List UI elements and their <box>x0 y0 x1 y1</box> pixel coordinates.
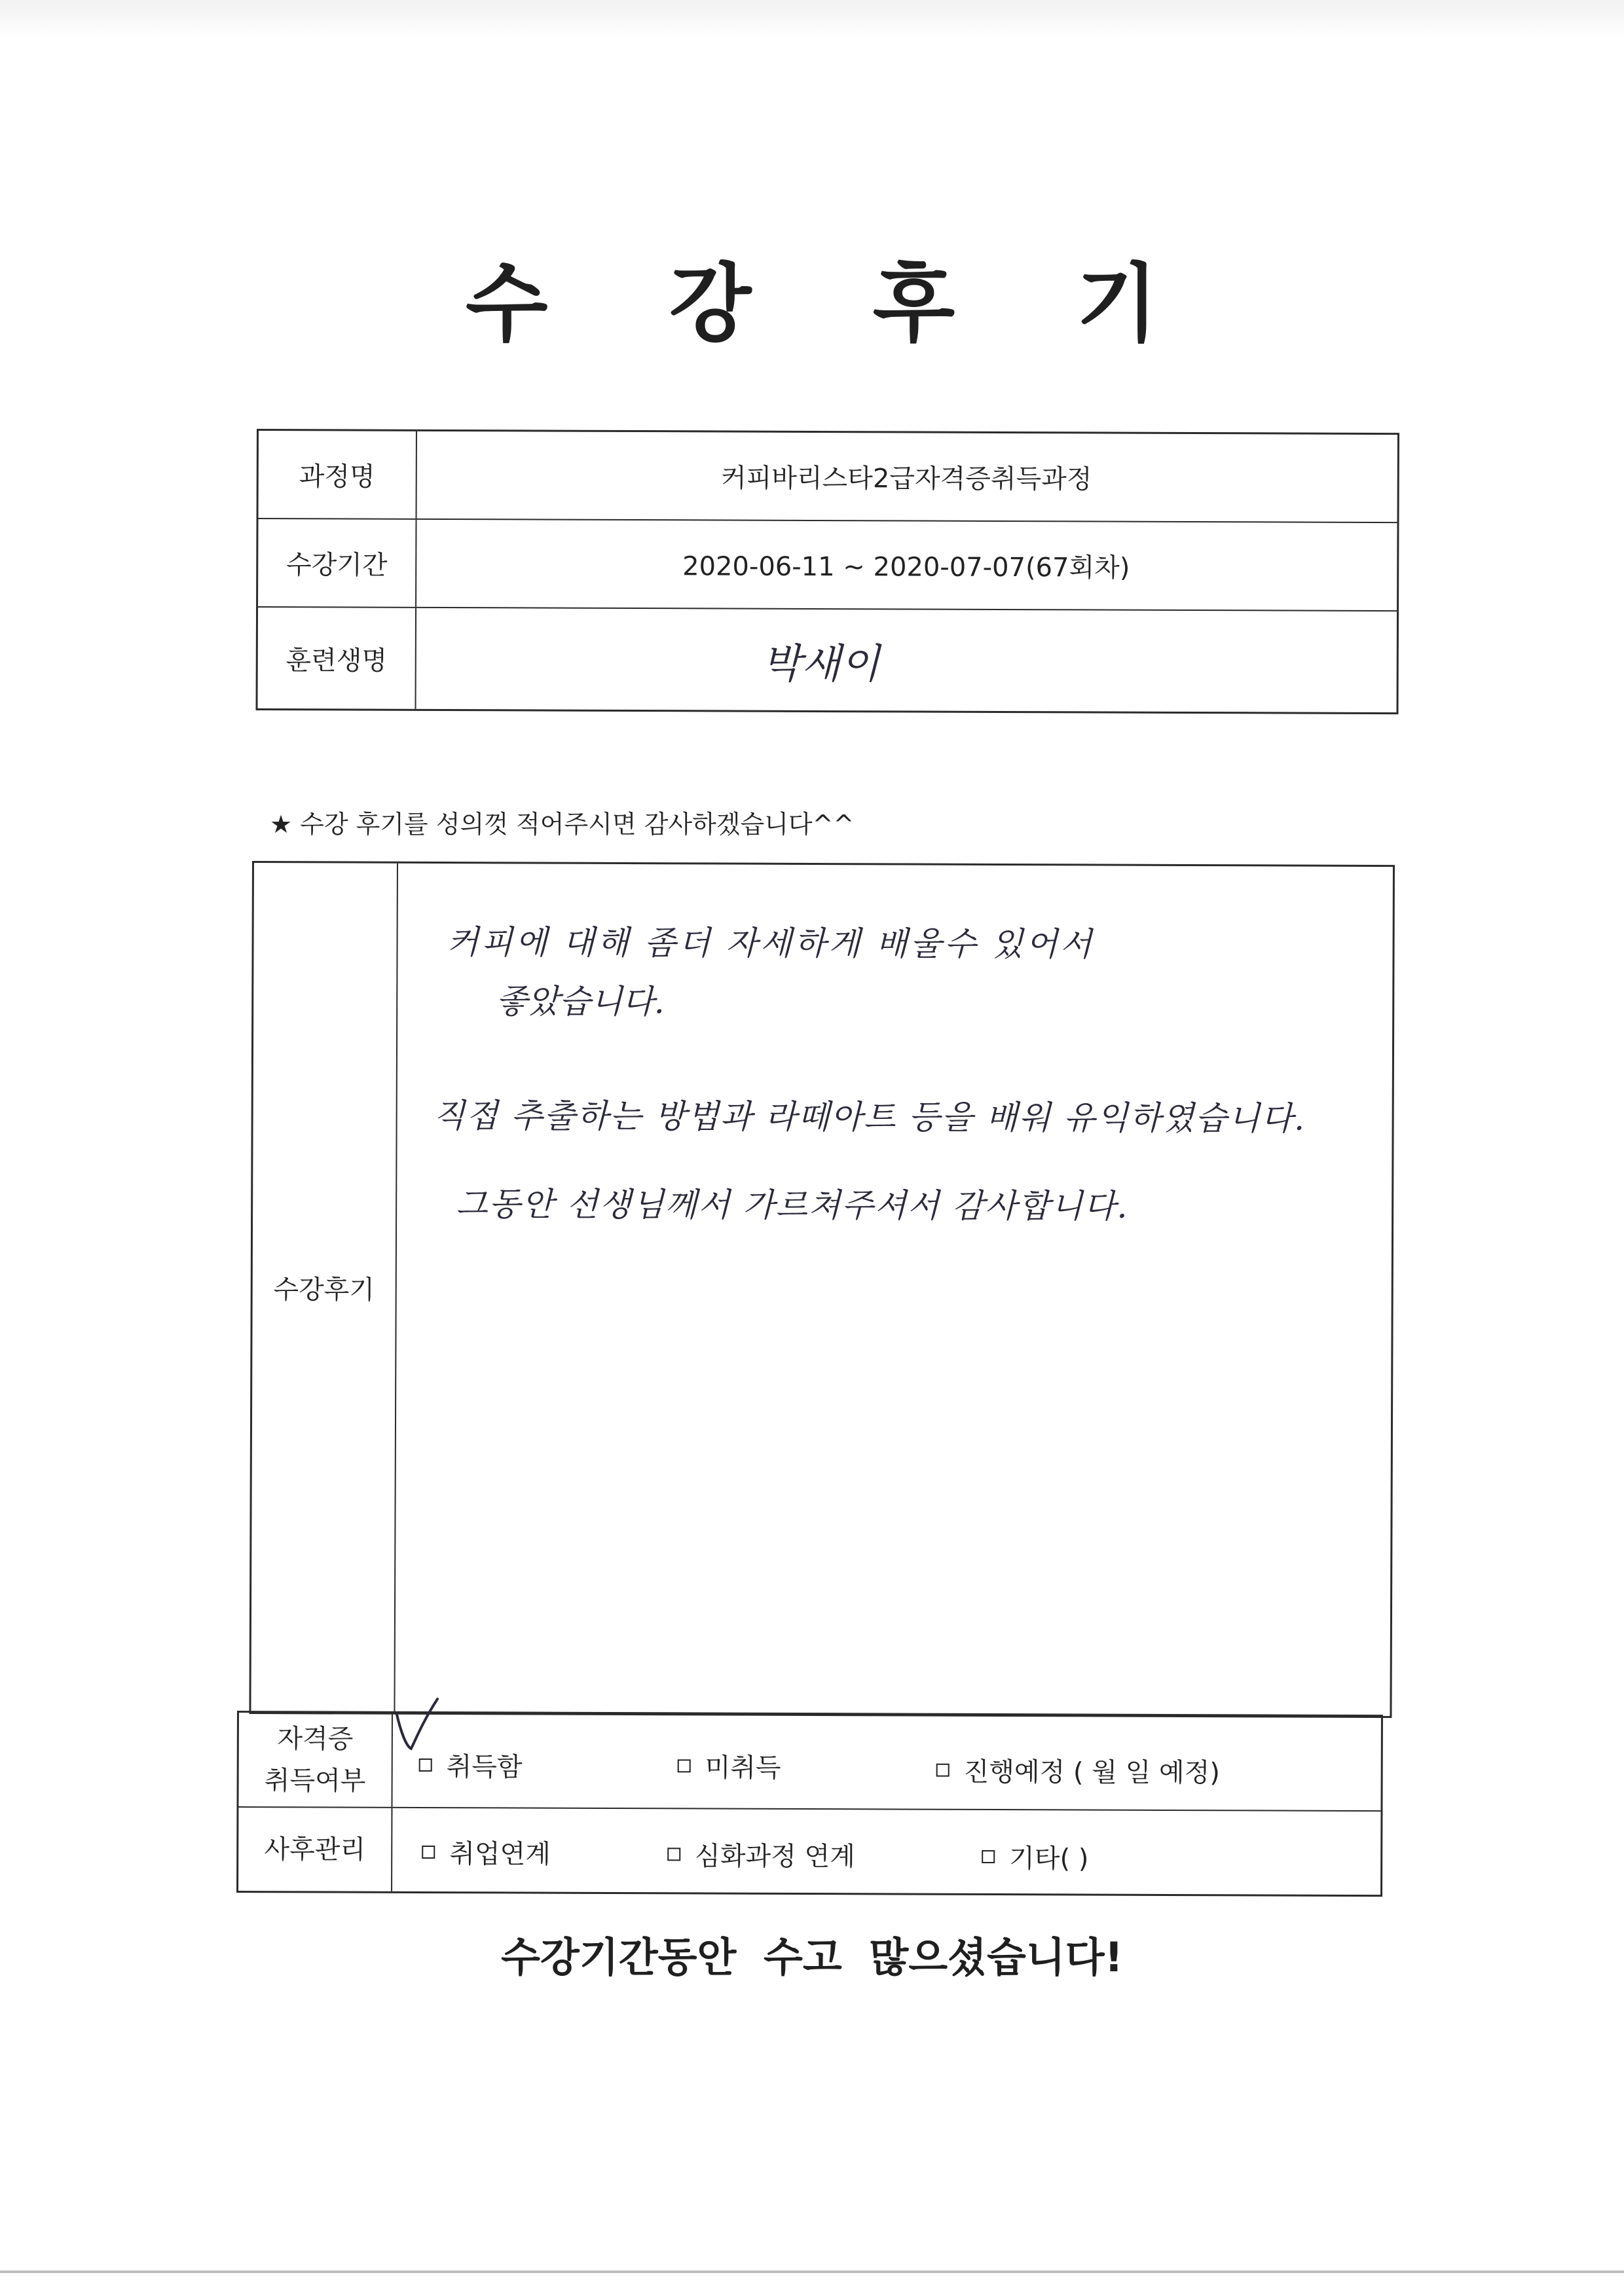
course-info-table <box>255 429 1399 714</box>
option-other-label: 기타( ) <box>1009 1844 1089 1874</box>
trainee-name-row <box>258 608 1397 712</box>
aftercare-label-text: 사후관리 <box>264 1834 366 1865</box>
aftercare-row <box>238 1808 1380 1895</box>
certificate-label-line-2: 취득여부 <box>264 1765 366 1796</box>
certificate-label <box>238 1713 392 1807</box>
advanced-course-checkbox[interactable] <box>667 1848 680 1861</box>
option-not-acquired[interactable] <box>678 1747 781 1785</box>
course-name-value: 커피바리스타2급자격증취득과정 <box>720 463 1092 495</box>
option-employment[interactable] <box>422 1833 551 1871</box>
in-progress-checkbox[interactable] <box>936 1763 950 1776</box>
page-title: 수 강 후 기 <box>465 254 1205 354</box>
closing-message: 수강기간동안 수고 많으셨습니다! <box>501 1933 1123 1981</box>
course-period-row <box>258 519 1397 611</box>
course-period-value: 2020-06-11 ~ 2020-07-07(67회차) <box>682 551 1130 583</box>
employment-checkbox[interactable] <box>422 1845 435 1858</box>
scan-bottom-edge <box>0 2270 1624 2273</box>
trainee-name-handwritten: 박새이 <box>762 639 880 687</box>
not-acquired-checkbox[interactable] <box>678 1759 691 1772</box>
option-advanced-course-label: 심화과정 연계 <box>695 1841 855 1872</box>
status-table <box>236 1711 1383 1897</box>
course-name-row <box>259 431 1397 523</box>
option-acquired[interactable] <box>419 1746 523 1784</box>
acquired-checkbox[interactable] <box>419 1758 432 1771</box>
course-name-label: 과정명 <box>259 431 417 519</box>
review-table <box>249 861 1395 1718</box>
review-label: 수강후기 <box>251 863 398 1713</box>
option-advanced-course[interactable] <box>667 1835 855 1873</box>
review-line-3: 직접 추출하는 방법과 라떼아트 등을 배워 유익하였습니다. <box>433 1096 1306 1138</box>
option-in-progress[interactable] <box>936 1751 1220 1790</box>
scan-top-shade <box>0 0 1624 39</box>
aftercare-label <box>238 1808 392 1891</box>
review-line-4: 그동안 선생님께서 가르쳐주셔서 감사합니다. <box>456 1185 1129 1226</box>
review-line-2: 좋았습니다. <box>496 982 665 1021</box>
option-acquired-label: 취득함 <box>446 1752 523 1783</box>
certificate-row <box>238 1713 1380 1812</box>
option-not-acquired-label: 미취득 <box>705 1753 781 1783</box>
other-checkbox[interactable] <box>982 1850 995 1863</box>
option-other[interactable] <box>982 1838 1088 1876</box>
course-period-label: 수강기간 <box>258 519 416 607</box>
option-employment-label: 취업연계 <box>449 1839 551 1870</box>
review-line-1: 커피에 대해 좀더 자세하게 배울수 있어서 <box>447 923 1095 964</box>
certificate-label-line-1: 자격증 <box>277 1723 354 1755</box>
review-notice: ★ 수강 후기를 성의껏 적어주시면 감사하겠습니다^^ <box>270 810 855 839</box>
trainee-name-label: 훈련생명 <box>258 608 417 709</box>
option-in-progress-label: 진행예정 ( 월 일 예정) <box>963 1757 1220 1789</box>
